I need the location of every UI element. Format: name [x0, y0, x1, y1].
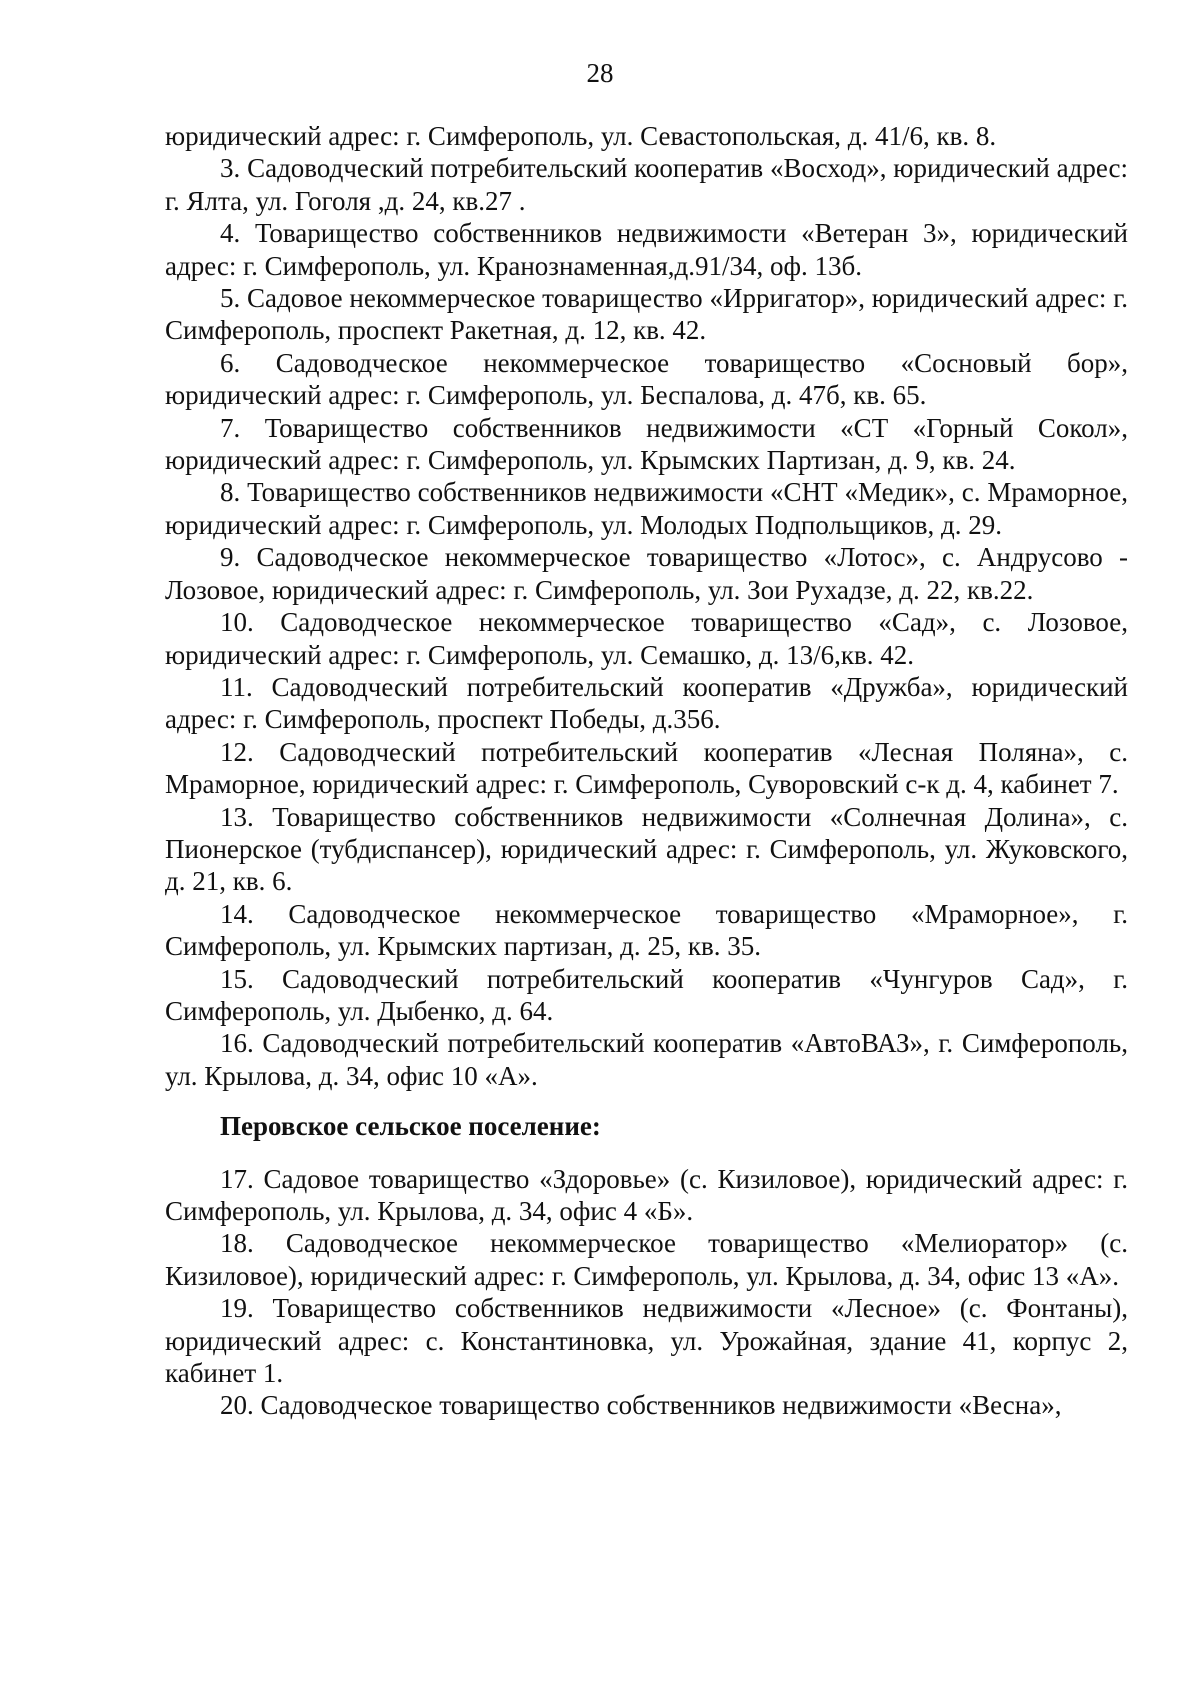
section-heading: Перовское сельское поселение:	[220, 1111, 601, 1142]
list-item-6: 6. Садоводческое некоммерческое товарищество «Сосновый бор», юридический адрес: г. Симферополь, ул. Беспалова, д. 47б, кв. 65.	[165, 347, 1128, 411]
list-item-7: 7. Товарищество собственников недвижимости «СТ «Горный Сокол», юридический адрес: г. Симферополь, ул. Крымских Партизан, д. 9, кв. 24.	[165, 412, 1128, 476]
list-item-16: 16. Садоводческий потребительский кооператив «АвтоВАЗ», г. Симферополь, ул. Крылова, д. 34, офис 10 «А».	[165, 1028, 1128, 1091]
list-item-14: 14. Садоводческое некоммерческое товарищество «Мраморное», г. Симферополь, ул. Крымских партизан, д. 25, кв. 35.	[165, 898, 1128, 962]
list-item-11: 11. Садоводческий потребительский кооператив «Дружба», юридический адрес: г. Симферополь, проспект Победы, д.356.	[165, 671, 1128, 735]
document-body	[165, 120, 1128, 1422]
list-item-4: 4. Товарищество собственников недвижимости «Ветеран 3», юридический адрес: г. Симферополь, ул. Кранознаменная,д.91/34, оф. 13б.	[165, 218, 1128, 281]
list-item-8: 8. Товарищество собственников недвижимости «СНТ «Медик», с. Мраморное, юридический адрес: г. Симферополь, ул. Молодых Подпольщиков, д. 29.	[165, 477, 1128, 540]
list-item-20: 20. Садоводческое товарищество собственников недвижимости «Весна»,	[220, 1390, 1062, 1421]
page-number: 28	[586, 58, 614, 88]
list-item-continuation: юридический адрес: г. Симферополь, ул. Севастопольская, д. 41/6, кв. 8.	[165, 121, 997, 151]
list-item-10: 10. Садоводческое некоммерческое товарищество «Сад», с. Лозовое, юридический адрес: г. Симферополь, ул. Семашко, д. 13/6,кв. 42.	[165, 607, 1128, 670]
list-item-15: 15. Садоводческий потребительский кооператив «Чунгуров Сад», г. Симферополь, ул. Дыбенко, д. 64.	[165, 963, 1128, 1026]
list-item-9: 9. Садоводческое некоммерческое товарищество «Лотос», с. Андрусово - Лозовое, юридический адрес: г. Симферополь, ул. Зои Рухадзе, д. 22, кв.22.	[165, 542, 1128, 605]
list-item-3: 3. Садоводческий потребительский кооператив «Восход», юридический адрес: г. Ялта, ул. Гоголя ,д. 24, кв.27 .	[165, 153, 1128, 216]
list-item-17: 17. Садовое товарищество «Здоровье» (с. Кизиловое), юридический адрес: г. Симферополь, ул. Крылова, д. 34, офис 4 «Б».	[165, 1163, 1128, 1226]
list-item-13: 13. Товарищество собственников недвижимости «Солнечная Долина», с. Пионерское (тубдиспансер), юридический адрес: г. Симферополь, ул. Жуковского, д. 21, кв. 6.	[165, 801, 1128, 897]
list-item-5: 5. Садовое некоммерческое товарищество «Ирригатор», юридический адрес: г. Симферополь, проспект Ракетная, д. 12, кв. 42.	[165, 283, 1128, 346]
list-item-18: 18. Садоводческое некоммерческое товарищество «Мелиоратор» (с. Кизиловое), юридический адрес: г. Симферополь, ул. Крылова, д. 34, офис 13 «А».	[165, 1228, 1128, 1291]
list-item-19: 19. Товарищество собственников недвижимости «Лесное» (с. Фонтаны), юридический адрес: с. Константиновка, ул. Урожайная, здание 41, корпус 2, кабинет 1.	[165, 1293, 1128, 1389]
list-item-12: 12. Садоводческий потребительский кооператив «Лесная Поляна», с. Мраморное, юридический адрес: г. Симферополь, Суворовский с-к д. 4, кабинет 7.	[165, 736, 1128, 800]
